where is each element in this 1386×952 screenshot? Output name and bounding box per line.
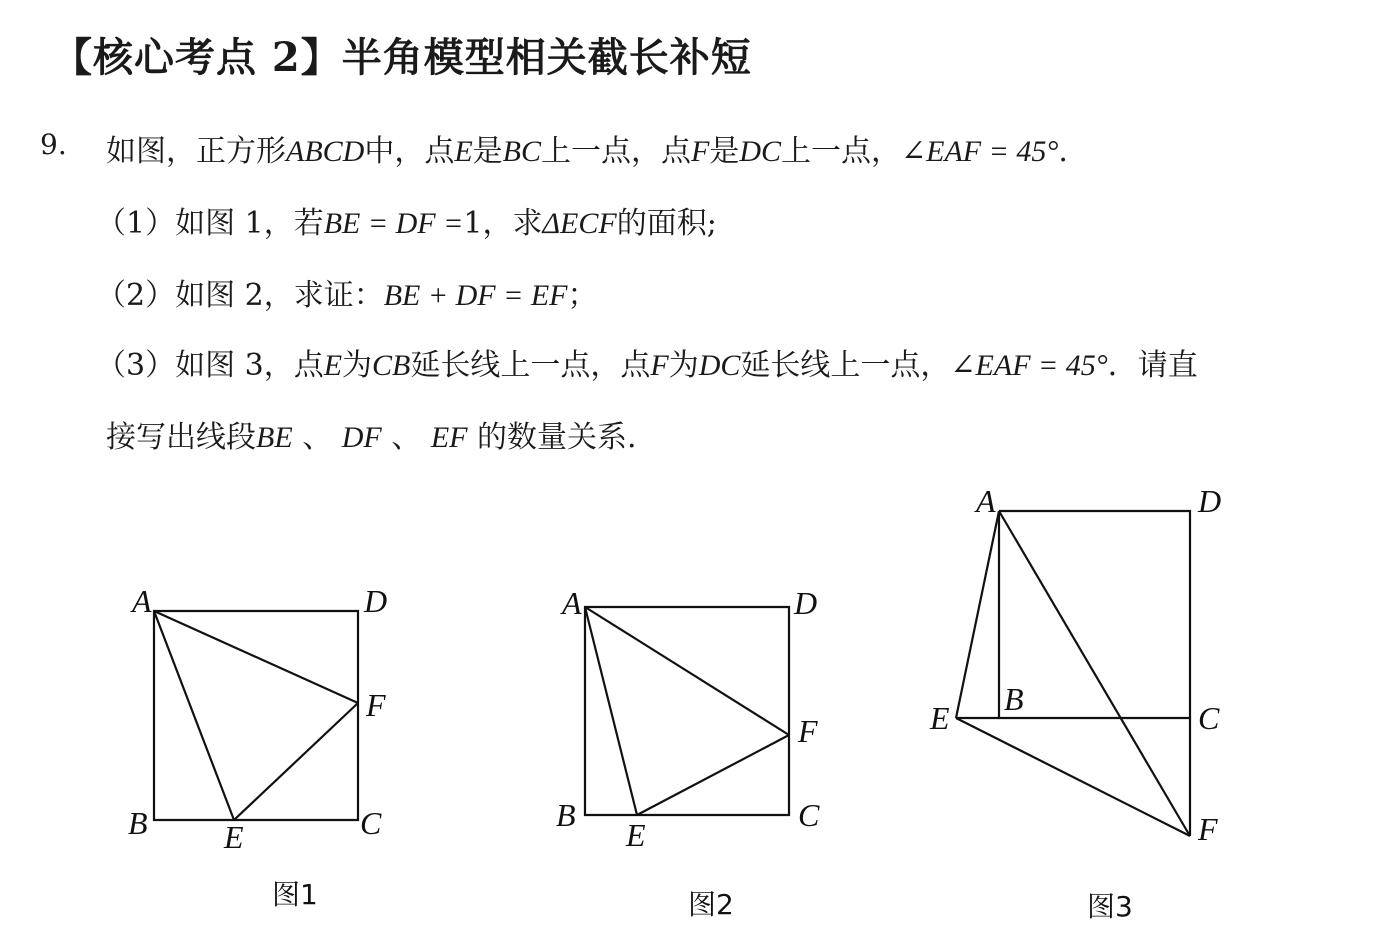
fig1-caption: 图1 — [272, 878, 318, 911]
part-2: （2）如图 2，求证：BE + DF = EF； — [96, 278, 598, 313]
fig3-caption: 图3 — [1087, 890, 1133, 923]
fig1-label-f: F — [366, 687, 386, 723]
fig3-label-b: B — [1004, 681, 1024, 717]
figure-2 — [556, 585, 820, 921]
fig2-label-c: C — [798, 797, 820, 833]
fig1-label-d: D — [364, 583, 388, 619]
fig1-label-e: E — [224, 819, 244, 855]
fig3-segment-ae — [956, 511, 999, 718]
problem-intro: 如图，正方形ABCD中，点E是BC上一点，点F是DC上一点，∠EAF = 45°. — [106, 134, 1068, 169]
fig2-label-d: D — [794, 585, 818, 621]
problem-number: 9. — [40, 128, 67, 161]
part-1: （1）如图 1，若BE = DF =1，求ΔECF的面积; — [96, 206, 717, 241]
fig1-label-b: B — [128, 805, 148, 841]
fig1-label-a: A — [132, 583, 152, 619]
fig3-square — [999, 511, 1190, 718]
section-title: 【核心考点 2】半角模型相关截长补短 — [52, 34, 752, 81]
fig2-label-a: A — [562, 585, 582, 621]
fig1-segment-ef — [234, 703, 358, 820]
figure-1 — [128, 583, 387, 911]
fig1-square — [154, 611, 358, 820]
fig3-label-f: F — [1198, 811, 1218, 847]
part-3: （3）如图 3，点E为CB延长线上一点，点F为DC延长线上一点，∠EAF = 45°．请直 — [96, 348, 1198, 383]
figure-3 — [929, 483, 1221, 923]
fig1-label-c: C — [360, 805, 382, 841]
fig2-segment-ef — [637, 735, 789, 815]
fig2-segment-ae — [585, 607, 637, 815]
fig3-label-d: D — [1198, 483, 1222, 519]
fig2-label-e: E — [626, 817, 646, 853]
fig3-label-e: E — [930, 700, 950, 736]
part-3-continued: 接写出线段BE 、 DF 、 EF 的数量关系. — [106, 420, 637, 455]
fig3-label-a: A — [976, 483, 996, 519]
fig2-segment-af — [585, 607, 789, 735]
fig2-label-b: B — [556, 797, 576, 833]
fig2-label-f: F — [798, 713, 818, 749]
fig2-caption: 图2 — [688, 888, 734, 921]
fig2-square — [585, 607, 789, 815]
fig3-label-c: C — [1198, 700, 1220, 736]
